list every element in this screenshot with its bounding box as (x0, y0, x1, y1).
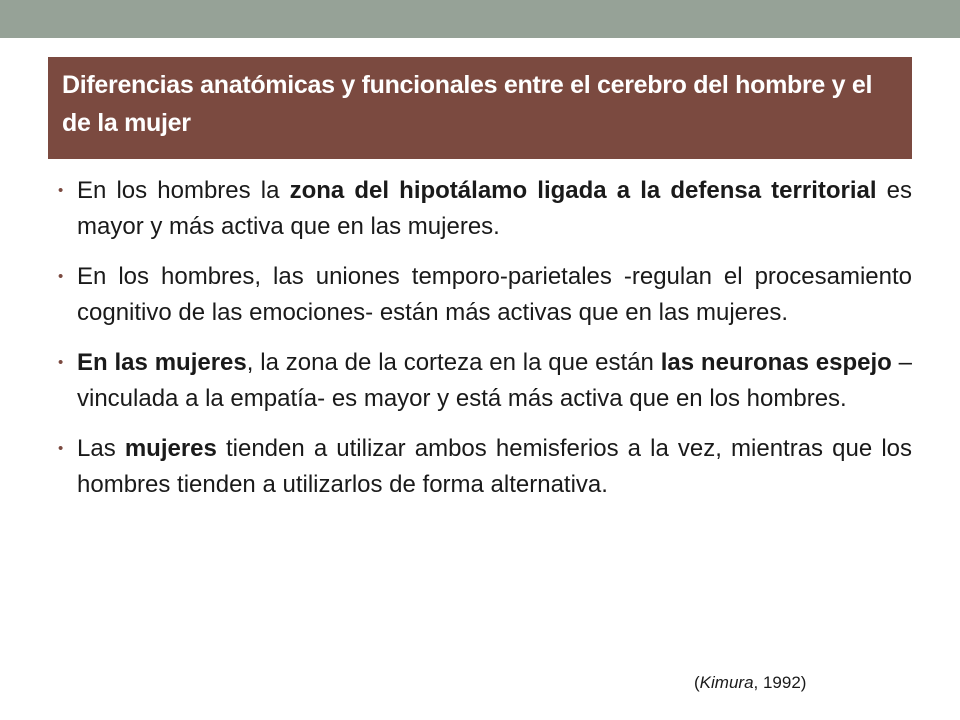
bullet-text: Las (77, 435, 125, 462)
bullet-text-bold: En las mujeres (77, 349, 247, 376)
bullet-text: En los hombres la (77, 177, 290, 204)
bullet-dot-icon: • (58, 440, 64, 457)
bullet-item (56, 259, 912, 331)
citation-author: Kimura (699, 673, 754, 692)
bullet-text: tienden a utilizar ambos hemisferios a la vez, mientras que los hombres tienden a utilizarlos de forma alternativa. (77, 435, 912, 498)
bullet-text: es mayor y más activa que en las mujeres. (77, 177, 913, 240)
top-accent-bar (0, 0, 960, 38)
bullet-text: En los hombres, las uniones temporo-parietales -regulan el procesamiento cognitivo de las emociones- están más activas que en las mujeres. (77, 263, 912, 326)
bullet-dot-icon: • (58, 182, 64, 199)
bullet-dot-icon: • (58, 268, 64, 285)
bullet-dot-icon: • (58, 354, 64, 371)
title-banner (48, 57, 912, 159)
bullet-list (56, 173, 912, 503)
bullet-item (56, 173, 912, 245)
citation (694, 672, 806, 694)
bullet-text-bold: zona del hipotálamo ligada a la defensa territorial (289, 177, 877, 204)
citation-rest: , 1992) (753, 673, 807, 692)
bullet-text: –vinculada a la empatía- es mayor y está más activa que en los hombres. (77, 349, 913, 412)
bullet-text: , la zona de la corteza en la que están (246, 349, 661, 376)
bullet-text-bold: mujeres (124, 435, 217, 462)
slide-title: Diferencias anatómicas y funcionales entre el cerebro del hombre y el de la mujer (62, 71, 873, 137)
bullet-text-bold: las neuronas espejo (660, 349, 892, 376)
citation-open: ( (694, 673, 700, 692)
bullet-item (56, 431, 912, 503)
bullet-item (56, 345, 912, 417)
slide-content (56, 173, 912, 517)
